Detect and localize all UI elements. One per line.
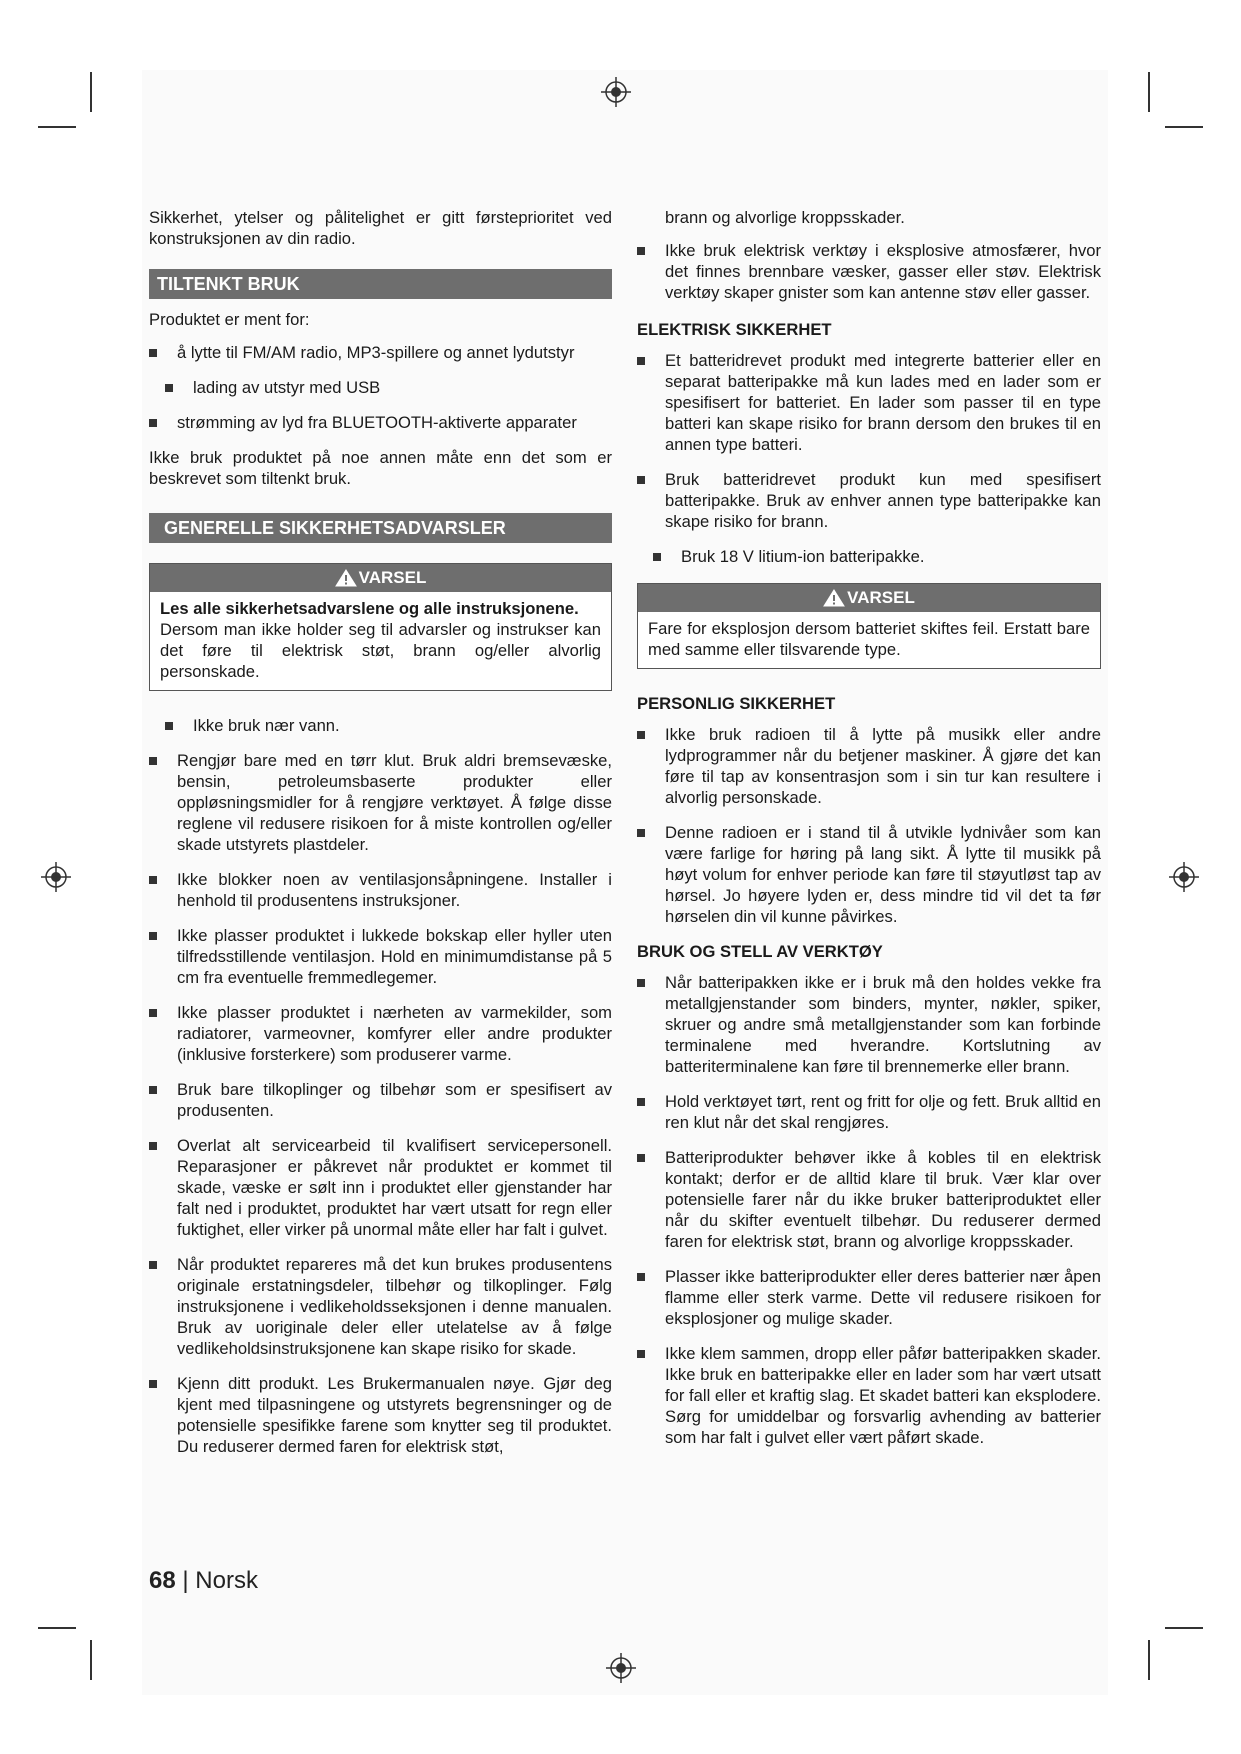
section-heading-intended-use: TILTENKT BRUK [149, 269, 612, 299]
bullet-icon [149, 876, 157, 884]
list-item: Overlat alt servicearbeid til kvalifisert servicepersonell. Reparasjoner er påkrevet når produktet er kommet til skade, væske er sølt inn i produktet eller gjenstander har falt ned i produktet, produktet har vært utsatt for regn eller fuktighet, eller virker på unormal måte eller har falt i gulvet. [149, 1135, 612, 1240]
crop-mark [38, 126, 76, 128]
crop-mark [90, 72, 92, 112]
warning-triangle-icon [335, 569, 357, 587]
list-item: å lytte til FM/AM radio, MP3-spillere og annet lydutstyr [149, 342, 612, 363]
bullet-icon [149, 1009, 157, 1017]
list-item: Når produktet repareres må det kun brukes produsentens originale erstatningsdeler, tilbehør og tilkoplinger. Følg instruksjonene i vedlikeholdsseksjonen i denne manualen. Bruk av uoriginale deler eller utelatelse av å følge vedlikeholdsinstruksjonene kan skape risiko for skade. [149, 1254, 612, 1359]
bullet-icon [149, 1086, 157, 1094]
list-item: Bruk bare tilkoplinger og tilbehør som er spesifisert av produsenten. [149, 1079, 612, 1121]
bullet-icon [637, 247, 645, 255]
crop-mark [1165, 1627, 1203, 1629]
continuation-text: brann og alvorlige kroppsskader. [665, 208, 905, 227]
warning-header [150, 564, 611, 592]
warning-triangle-icon [823, 589, 845, 607]
crop-mark [1165, 126, 1203, 128]
list-item: Ikke klem sammen, dropp eller påfør batteripakken skader. Ikke bruk en batteripakke eller en lader som har vært utsatt for fall eller et kraftig slag. Et skadet batteri kan eksplodere. Sørg for umiddelbar og forsvarlig avhending av batterier som har falt i gulvet eller vært påført skade. [637, 1343, 1101, 1448]
warning-body [150, 592, 611, 690]
list-item: Kjenn ditt produkt. Les Brukermanualen nøye. Gjør deg kjent med tilpasningene og utstyrets begrensninger og de potensielle spesifikke farene som knytter seg til produktet. Du reduserer dermed faren for elektrisk støt, [149, 1373, 612, 1457]
left-column [149, 207, 612, 1471]
intended-intro: Produktet er ment for: [149, 310, 310, 329]
bullet-icon [637, 1273, 645, 1281]
page-footer [149, 1567, 258, 1595]
crop-mark [90, 1640, 92, 1680]
list-item: Batteriprodukter behøver ikke å kobles til en elektrisk kontakt; derfor er de alltid klare til bruk. Vær klar over potensielle farer når du ikke bruker batteriproduktet eller når du skifter eventuelt tilbehør. Du reduserer dermed faren for elektrisk støt, brann og alvorlige kroppsskader. [637, 1147, 1101, 1252]
list-item: Bruk 18 V litium-ion batteripakke. [637, 546, 1101, 567]
electrical-safety-list [637, 350, 1101, 567]
crop-mark [38, 1627, 76, 1629]
list-item: Plasser ikke batteriprodukter eller deres batterier nær åpen flamme eller sterk varme. Dette vil redusere risikoen for eksplosjoner og mulige skader. [637, 1266, 1101, 1329]
bullet-icon [637, 1350, 645, 1358]
intended-use-list [149, 342, 612, 433]
electrical-safety-heading: ELEKTRISK SIKKERHET [637, 320, 832, 339]
list-item: Når batteripakken ikke er i bruk må den holdes vekke fra metallgjenstander som binders, mynter, nøkler, spiker, skruer og andre små metallgjenstander som kan forbinde terminalene med hverandre. Kortslutning av batteriterminalene kan føre til brennemerke eller brann. [637, 972, 1101, 1077]
list-item: Ikke bruk elektrisk verktøy i eksplosive atmosfærer, hvor det finnes brennbare væsker, gasser eller støv. Elektrisk verktøy skaper gnister som kan antenne støv eller gasser. [637, 240, 1101, 303]
bullet-icon [637, 979, 645, 987]
list-item: Hold verktøyet tørt, rent og fritt for olje og fett. Bruk alltid en ren klut når det skal rengjøres. [637, 1091, 1101, 1133]
intro-paragraph: Sikkerhet, ytelser og pålitelighet er gitt førsteprioritet ved konstruksjonen av din radio. [149, 208, 612, 248]
warning-header [638, 584, 1100, 612]
personal-safety-list [637, 724, 1101, 927]
list-item: Ikke plasser produktet i lukkede bokskap eller hyller uten tilfredsstillende ventilasjon. Hold en minimumdistanse på 5 cm fra eventuelle fremmedlegemer. [149, 925, 612, 988]
warning-body [638, 612, 1100, 668]
list-item: Denne radioen er i stand til å utvikle lydnivåer som kan være farlige for høring på lang sikt. Å lytte til musikk på høyt volum for enhver periode kan føre til støyutløst tap av hørsel. Jo høyere lyden er, dess mindre tid vil det ta før hørselen din vil kunne påvirkes. [637, 822, 1101, 927]
registration-mark-icon [41, 862, 71, 892]
crop-mark [1148, 1640, 1150, 1680]
registration-mark-icon [1169, 862, 1199, 892]
warning-title: VARSEL [847, 588, 915, 607]
list-item: Bruk batteridrevet produkt kun med spesifisert batteripakke. Bruk av enhver annen type batteripakke kan skape risiko for brann. [637, 469, 1101, 532]
bullet-icon [149, 1142, 157, 1150]
bullet-icon [149, 1261, 157, 1269]
bullet-icon [653, 553, 661, 561]
bullet-icon [637, 1098, 645, 1106]
list-item: Et batteridrevet produkt med integrerte batterier eller en separat batteripakke må kun lades med en lader som er spesifisert for batteriet. En lader som passer til en type batteri kan skape risiko for brann dersom den brukes til en annen type batteri. [637, 350, 1101, 455]
bullet-icon [637, 357, 645, 365]
bullet-icon [149, 419, 157, 427]
page-number: 68 [149, 1567, 176, 1594]
bullet-icon [149, 932, 157, 940]
intended-note: Ikke bruk produktet på noe annen måte enn det som er beskrevet som tiltenkt bruk. [149, 448, 612, 488]
list-item: Ikke bruk radioen til å lytte på musikk eller andre lydprogrammer når du betjener maskiner. Å gjøre det kan føre til tap av konsentrasjon som i sin tur kan resultere i alvorlig personskade. [637, 724, 1101, 808]
footer-separator: | [182, 1567, 189, 1594]
crop-mark [1148, 72, 1150, 112]
list-item: strømming av lyd fra BLUETOOTH-aktiverte apparater [149, 412, 612, 433]
bullet-icon [637, 829, 645, 837]
bullet-icon [149, 349, 157, 357]
list-item: lading av utstyr med USB [149, 377, 612, 398]
warning-bold-text: Les alle sikkerhetsadvarslene og alle instruksjonene. [160, 599, 579, 618]
explosive-list [637, 240, 1101, 303]
bullet-icon [149, 757, 157, 765]
bullet-icon [637, 731, 645, 739]
list-item: Ikke plasser produktet i nærheten av varmekilder, som radiatorer, varmeovner, komfyrer eller andre produkter (inklusive forsterkere) som produserer varme. [149, 1002, 612, 1065]
general-safety-list [149, 715, 612, 1457]
bullet-icon [165, 722, 173, 730]
section-heading-general-safety: GENERELLE SIKKERHETSADVARSLER [149, 513, 612, 543]
warning-box [149, 563, 612, 691]
registration-mark-icon [606, 1653, 636, 1683]
personal-safety-heading: PERSONLIG SIKKERHET [637, 694, 836, 713]
bullet-icon [149, 1380, 157, 1388]
right-column [637, 207, 1101, 1462]
bullet-icon [165, 384, 173, 392]
tool-care-list [637, 972, 1101, 1448]
list-item: Ikke blokker noen av ventilasjonsåpningene. Installer i henhold til produsentens instruksjoner. [149, 869, 612, 911]
footer-language: Norsk [195, 1567, 258, 1594]
bullet-icon [637, 476, 645, 484]
registration-mark-icon [601, 77, 631, 107]
list-item: Rengjør bare med en tørr klut. Bruk aldri bremsevæske, bensin, petroleumsbaserte produkter eller oppløsningsmidler for å rengjøre verktøyet. Å følge disse reglene vil redusere risikoen for å miste kontrollen og/eller skade utstyrets plastdeler. [149, 750, 612, 855]
list-item: Ikke bruk nær vann. [149, 715, 612, 736]
battery-warning-box [637, 583, 1101, 669]
warning-title: VARSEL [358, 568, 427, 587]
warning-text: Fare for eksplosjon dersom batteriet skiftes feil. Erstatt bare med samme eller tilsvarende type. [648, 619, 1090, 659]
tool-care-heading: BRUK OG STELL AV VERKTØY [637, 942, 883, 961]
bullet-icon [637, 1154, 645, 1162]
warning-text: Dersom man ikke holder seg til advarsler og instrukser kan det føre til elektrisk støt, brann og/eller alvorlig personskade. [160, 620, 601, 681]
